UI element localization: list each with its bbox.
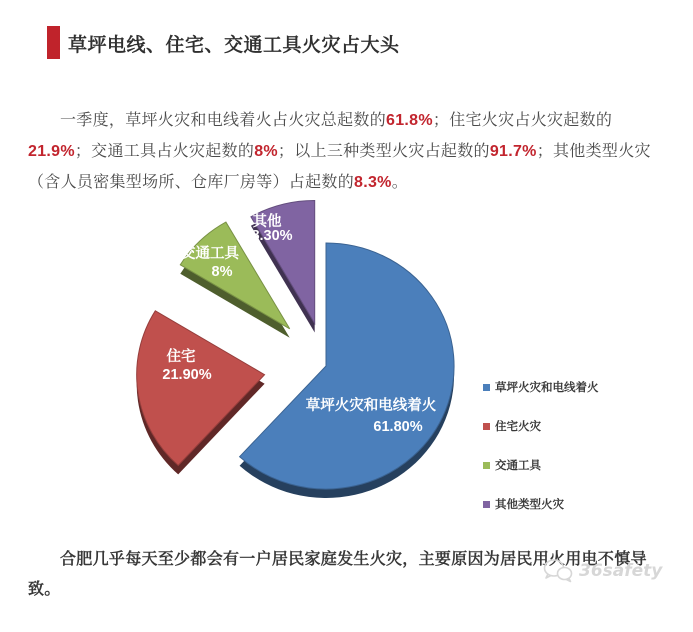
chart-legend (483, 379, 599, 535)
legend-label: 草坪火灾和电线着火 (495, 382, 599, 394)
legend-label: 住宅火灾 (495, 421, 541, 433)
page-title: 草坪电线、住宅、交通工具火灾占大头 (68, 35, 400, 56)
intro-text: ；以上三种类型火灾占起数的 (277, 143, 490, 160)
intro-paragraph (28, 105, 670, 198)
pie-label-1-0: 住宅 (166, 349, 196, 365)
legend-swatch-icon (483, 423, 490, 430)
legend-swatch-icon (483, 501, 490, 508)
legend-label: 其他类型火灾 (495, 499, 564, 511)
intro-text: ；住宅火灾占火灾起数的 (432, 112, 613, 129)
intro-percentage: 8% (254, 143, 278, 160)
legend-label: 交通工具 (495, 460, 541, 472)
intro-text: 。 (391, 174, 408, 191)
intro-percentage: 21.9% (28, 143, 75, 160)
legend-swatch-icon (483, 462, 490, 469)
intro-percentage: 8.3% (354, 174, 392, 191)
footer-paragraph: 合肥几乎每天至少都会有一户居民家庭发生火灾，主要原因为居民用火用电不慎导致。 (28, 551, 647, 598)
pie-label-3-0: 其他 (252, 214, 282, 230)
pie-label-1-1: 21.90% (162, 367, 212, 383)
watermark-label: 36safety (579, 561, 663, 581)
pie-label-2-0: 交通工具 (181, 246, 239, 262)
pie-label-2-1: 8% (211, 264, 233, 280)
intro-text: ；交通工具占火灾起数的 (74, 143, 255, 160)
intro-text: 一季度，草坪火灾和电线着火占火灾总起数的 (60, 112, 387, 129)
title-accent-bar (47, 26, 60, 59)
intro-text: ；其他类型火灾（含人员密集型场所、仓库厂房等）占起数的 (28, 143, 651, 191)
legend-item-2 (483, 457, 599, 473)
pie-label-0-0: 草坪火灾和电线着火 (305, 398, 437, 414)
pie-label-3-1: 8.30% (251, 228, 293, 244)
intro-percentage: 91.7% (489, 143, 537, 160)
legend-swatch-icon (483, 384, 490, 391)
intro-percentage: 61.8% (386, 112, 433, 129)
wechat-icon (543, 558, 573, 584)
pie-label-0-1: 61.80% (373, 419, 423, 435)
watermark (543, 558, 662, 584)
legend-item-1 (483, 418, 599, 434)
legend-item-3 (483, 496, 599, 512)
legend-item-0 (483, 379, 599, 395)
